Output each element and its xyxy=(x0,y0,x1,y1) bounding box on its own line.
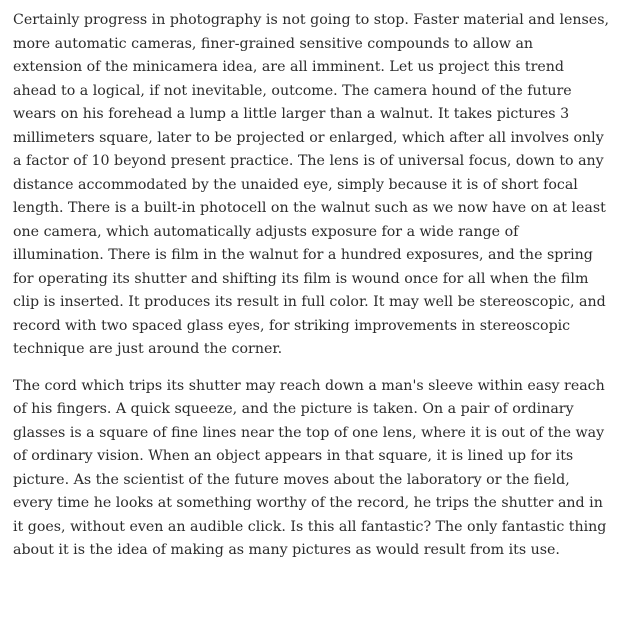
text-line: every time he looks at something worthy of the record, he trips the shutter and in xyxy=(13,495,603,511)
text-line: a factor of 10 beyond present practice. The lens is of universal focus, down to any xyxy=(13,153,604,169)
text-line: more automatic cameras, finer-grained sensitive compounds to allow an xyxy=(13,35,534,52)
text-line: distance accommodated by the unaided eye, simply because it is of short focal xyxy=(13,176,578,193)
text-line: clip is inserted. It produces its result in full color. It may well be stereoscopic, and xyxy=(13,294,606,310)
text-line: extension of the minicamera idea, are all imminent. Let us project this trend xyxy=(13,59,564,75)
article-body xyxy=(13,9,618,576)
text-line: it goes, without even an audible click. Is this all fantastic? The only fantastic thing xyxy=(13,518,607,535)
text-line: of ordinary vision. When an object appears in that square, it is lined up for its xyxy=(13,448,574,464)
text-line: illumination. There is film in the walnut for a hundred exposures, and the spring xyxy=(13,247,593,263)
text-line: one camera, which automatically adjusts exposure for a wide range of xyxy=(13,223,519,240)
text-line: Certainly progress in photography is not going to stop. Faster material and lenses, xyxy=(13,12,609,28)
paragraph-1 xyxy=(13,9,618,362)
text-line: glasses is a square of fine lines near the top of one lens, where it is out of the way xyxy=(13,424,605,441)
text-line: wears on his forehead a lump a little larger than a walnut. It takes pictures 3 xyxy=(13,106,570,122)
text-line: The cord which trips its shutter may reach down a man's sleeve within easy reach xyxy=(13,377,605,394)
text-line: record with two spaced glass eyes, for striking improvements in stereoscopic xyxy=(13,317,571,334)
text-line: length. There is a built-in photocell on the walnut such as we now have on at least xyxy=(13,200,606,216)
text-line: of his fingers. A quick squeeze, and the picture is taken. On a pair of ordinary xyxy=(13,401,574,417)
text-line: millimeters square, later to be projected or enlarged, which after all involves only xyxy=(13,129,604,146)
text-line: ahead to a logical, if not inevitable, outcome. The camera hound of the future xyxy=(13,82,572,99)
text-line: technique are just around the corner. xyxy=(13,341,283,357)
text-line: picture. As the scientist of the future moves about the laboratory or the field, xyxy=(13,471,570,488)
paragraph-2 xyxy=(13,375,618,563)
text-line: about it is the idea of making as many pictures as would result from its use. xyxy=(13,542,560,558)
text-line: for operating its shutter and shifting its film is wound once for all when the film xyxy=(13,270,589,287)
